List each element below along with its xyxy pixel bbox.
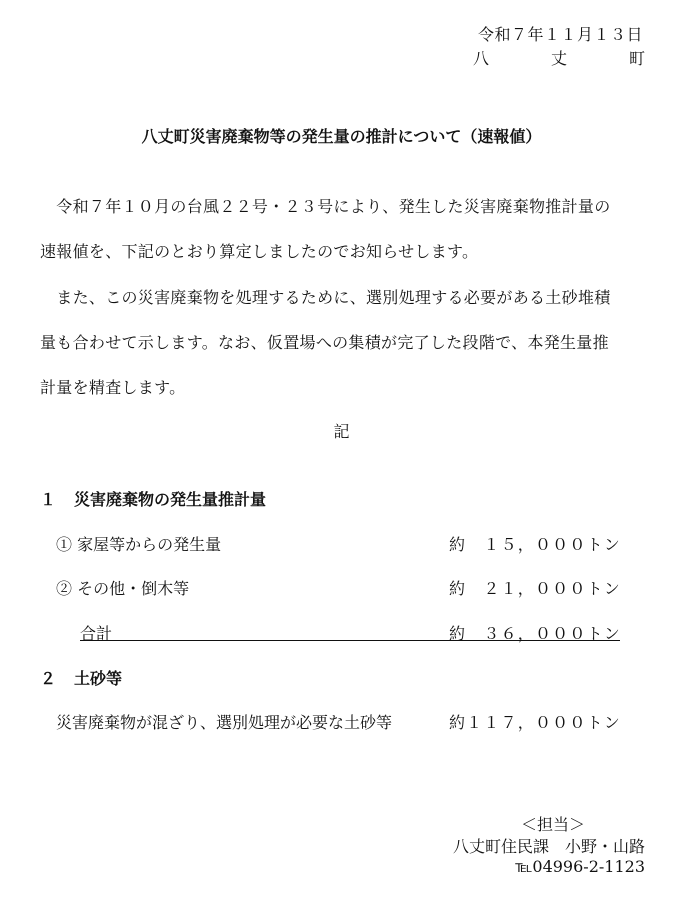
body-line: 令和７年１０月の台風２２号・２３号により、発生した災害廃棄物推計量の <box>40 197 611 216</box>
item-label: 災害廃棄物が混ざり、選別処理が必要な土砂等 <box>56 713 393 732</box>
contact-department: 八丈町住民課 小野・山路 <box>452 837 645 856</box>
section1-number: １ <box>40 490 57 509</box>
item-label: ② その他・倒木等 <box>56 579 190 598</box>
item-label: ① 家屋等からの発生量 <box>56 535 222 554</box>
issuer-char: 八 <box>473 49 490 68</box>
item-value: 約 １５，０００トン <box>448 535 621 554</box>
document-title: 八丈町災害廃棄物等の発生量の推計について（速報値） <box>141 127 542 146</box>
total-label: 合計 <box>80 624 113 643</box>
body-line: また、この災害廃棄物を処理するために、選別処理する必要がある土砂堆積 <box>40 288 611 307</box>
section2-heading: 土砂等 <box>74 669 123 688</box>
item-value: 約 ２１，０００トン <box>448 579 621 598</box>
item-value: 約１１７，０００トン <box>448 713 621 732</box>
contact-title: ＜担当＞ <box>520 815 585 834</box>
contact-phone: ℡04996-2-1123 <box>515 857 645 876</box>
body-line: 速報値を、下記のとおり算定しましたのでお知らせします。 <box>40 242 479 261</box>
issuer-char: 丈 <box>550 49 567 68</box>
ki-marker: 記 <box>333 422 350 441</box>
total-underline <box>80 640 620 641</box>
section2-number: ２ <box>40 669 57 688</box>
body-line: 量も合わせて示します。なお、仮置場への集積が完了した段階で、本発生量推 <box>40 333 609 352</box>
body-line: 計量を精査します。 <box>40 378 186 397</box>
section1-heading: 災害廃棄物の発生量推計量 <box>74 490 267 509</box>
issuer-name <box>473 46 645 69</box>
document-date: 令和７年１１月１３日 <box>477 25 643 44</box>
total-value: 約 ３６，０００トン <box>448 624 621 643</box>
issuer-char: 町 <box>628 49 645 68</box>
